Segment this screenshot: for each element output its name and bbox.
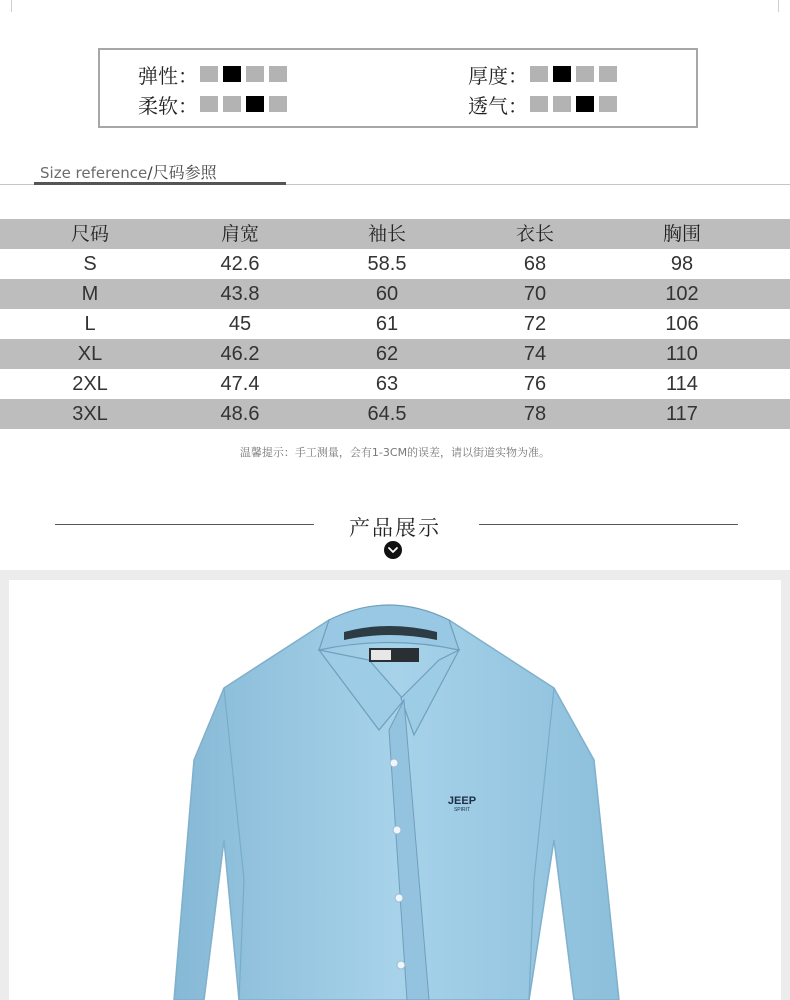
fabric-attributes-box <box>98 48 698 128</box>
table-header-row <box>0 219 790 249</box>
level-swatch <box>269 96 287 112</box>
brand-logo-sub: SPIRIT <box>453 807 471 813</box>
cell-shoulder: 43.8 <box>220 283 260 305</box>
cell-sleeve: 58.5 <box>367 253 407 275</box>
cell-shoulder: 46.2 <box>220 343 260 365</box>
cell-length: 78 <box>523 403 547 425</box>
top-divider-right <box>778 0 779 12</box>
level-swatch-active <box>576 96 594 112</box>
cell-sleeve: 63 <box>375 373 399 395</box>
level-swatch <box>269 66 287 82</box>
level-swatch-active <box>246 96 264 112</box>
cell-shoulder: 48.6 <box>220 403 260 425</box>
table-row <box>0 249 790 279</box>
size-table <box>0 219 790 429</box>
cell-length: 74 <box>523 343 547 365</box>
cell-chest: 117 <box>666 403 698 425</box>
cell-length: 70 <box>523 283 547 305</box>
top-divider-left <box>11 0 12 12</box>
level-swatch <box>200 96 218 112</box>
header-shoulder: 肩宽 <box>220 223 259 245</box>
cell-length: 76 <box>523 373 547 395</box>
cell-size: XL <box>77 343 103 365</box>
attribute-label: 弹性： <box>138 63 198 88</box>
header-chest: 胸围 <box>662 223 701 245</box>
cell-size: L <box>84 313 96 335</box>
level-swatch-active <box>223 66 241 82</box>
brand-logo <box>442 796 482 813</box>
size-reference-heading <box>40 160 217 183</box>
cell-chest: 106 <box>665 313 699 335</box>
cell-sleeve: 64.5 <box>367 403 407 425</box>
attribute-label: 厚度： <box>468 63 528 88</box>
shirt-illustration <box>9 580 781 1000</box>
level-swatch <box>599 96 617 112</box>
table-row <box>0 339 790 369</box>
attribute-elasticity <box>138 62 292 86</box>
table-row <box>0 399 790 429</box>
cell-chest: 110 <box>666 343 698 365</box>
brand-logo-main: JEEP <box>447 795 477 807</box>
cell-shoulder: 42.6 <box>220 253 260 275</box>
level-swatch-active <box>553 66 571 82</box>
heading-underline <box>34 182 286 185</box>
cell-chest: 102 <box>665 283 699 305</box>
table-row <box>0 369 790 399</box>
level-swatch <box>599 66 617 82</box>
table-row <box>0 309 790 339</box>
product-display-title: 产品展示 <box>349 516 441 540</box>
level-swatch <box>246 66 264 82</box>
level-swatch <box>200 66 218 82</box>
product-image <box>9 580 781 1000</box>
level-swatch <box>576 66 594 82</box>
size-reference-title-cn: /尺码参照 <box>147 163 217 182</box>
cell-length: 72 <box>523 313 547 335</box>
attribute-label: 柔软： <box>138 93 198 118</box>
header-size: 尺码 <box>70 223 109 245</box>
attribute-softness <box>138 92 292 116</box>
header-length: 衣长 <box>515 223 554 245</box>
table-row <box>0 279 790 309</box>
header-sleeve: 袖长 <box>367 223 406 245</box>
size-reference-title-en: Size reference <box>40 164 148 182</box>
cell-size: 3XL <box>72 403 108 425</box>
attribute-label: 透气： <box>468 93 528 118</box>
measurement-note: 温馨提示：手工测量，会有1-3CM的误差，请以街道实物为准。 <box>239 446 551 459</box>
cell-size: S <box>83 253 97 275</box>
cell-sleeve: 62 <box>375 343 399 365</box>
cell-sleeve: 61 <box>375 313 399 335</box>
cell-shoulder: 45 <box>228 313 252 335</box>
cell-length: 68 <box>523 253 547 275</box>
cell-size: M <box>81 283 99 305</box>
level-swatch <box>553 96 571 112</box>
level-swatch <box>223 96 241 112</box>
attribute-thickness <box>468 62 622 86</box>
cell-sleeve: 60 <box>375 283 399 305</box>
cell-size: 2XL <box>72 373 108 395</box>
level-swatch <box>530 96 548 112</box>
level-swatch <box>530 66 548 82</box>
attribute-breathability <box>468 92 622 116</box>
cell-chest: 114 <box>666 373 698 395</box>
cell-shoulder: 47.4 <box>220 373 260 395</box>
cell-chest: 98 <box>670 253 694 275</box>
chevron-down-icon <box>384 541 402 559</box>
